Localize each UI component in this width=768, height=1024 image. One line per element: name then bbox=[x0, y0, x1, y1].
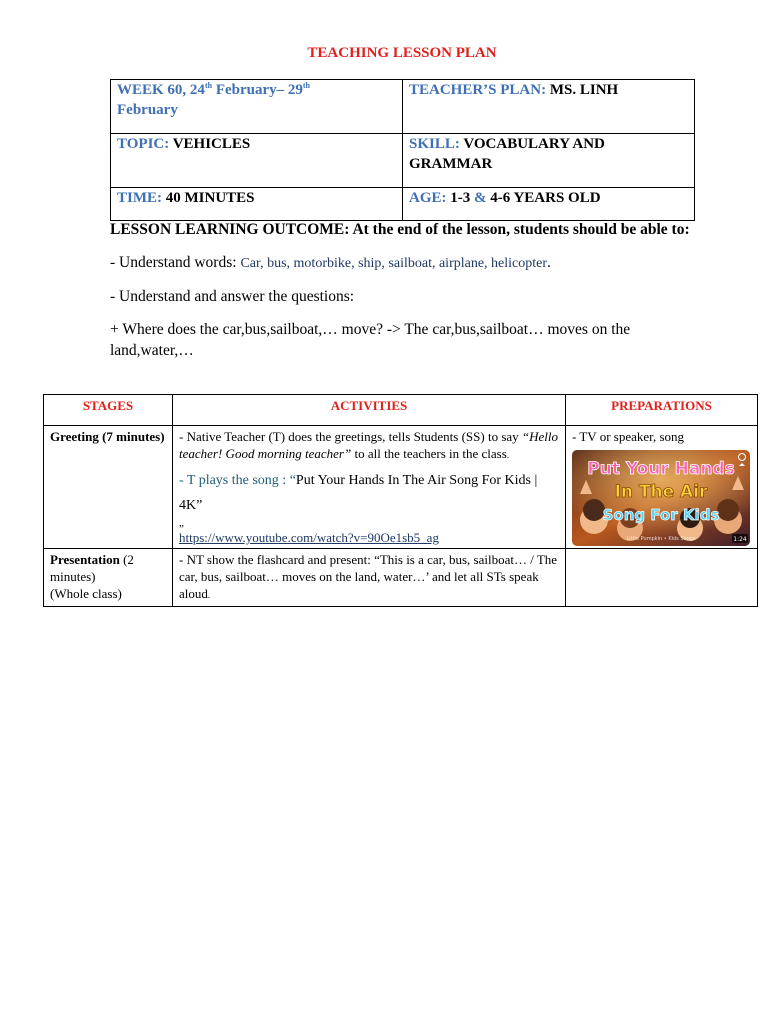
greeting-preparations bbox=[566, 426, 758, 549]
age-cell bbox=[403, 188, 695, 221]
thumbnail-text-line2: In The Air bbox=[614, 482, 708, 502]
greeting-stage: Greeting (7 minutes) bbox=[44, 426, 173, 549]
document-title: TEACHING LESSON PLAN bbox=[307, 45, 497, 61]
song-video-thumbnail[interactable] bbox=[572, 450, 750, 546]
song-quote-mark: „ bbox=[179, 517, 184, 529]
presentation-row bbox=[44, 549, 758, 607]
stages-header: STAGES bbox=[44, 395, 173, 426]
teacher-cell bbox=[403, 80, 695, 134]
greeting-quote: “Hello teacher! Good morning teacher” bbox=[179, 429, 559, 461]
plan-header-row bbox=[44, 395, 758, 426]
lesson-info-table bbox=[110, 79, 695, 221]
topic-cell bbox=[111, 134, 403, 188]
week-label: WEEK 60, 24th February– 29th February bbox=[117, 81, 311, 118]
topic-value: VEHICLES bbox=[172, 136, 251, 152]
lesson-plan-table bbox=[43, 394, 758, 607]
outcome-questions-line: - Understand and answer the questions: bbox=[110, 288, 355, 305]
thumbnail-text-line3: Song For Kids bbox=[602, 506, 720, 524]
age-value-1: 1-3 bbox=[450, 190, 471, 206]
preparations-header: PREPARATIONS bbox=[566, 395, 758, 426]
presentation-activities: - NT show the flashcard and present: “This is a car, bus, sailboat… / The car, bus, sailboat… moves on the land, water…’ and let all STs speak aloud. bbox=[173, 549, 566, 607]
presentation-stage: Presentation (2 minutes) (Whole class) bbox=[44, 549, 173, 607]
teacher-label: TEACHER’S PLAN: bbox=[409, 82, 547, 98]
song-instruction: - T plays the song : “Put Your Hands In The Air Song For Kids | 4K” bbox=[179, 473, 538, 513]
skill-value: VOCABULARY AND GRAMMAR bbox=[409, 136, 605, 172]
teacher-value: MS. LINH bbox=[549, 82, 619, 98]
thumbnail-text-line1: Put Your Hands bbox=[587, 459, 735, 479]
age-ampersand: & bbox=[474, 190, 487, 206]
presentation-group: (Whole class) bbox=[50, 586, 122, 601]
song-youtube-link[interactable]: https://www.youtube.com/watch?v=90Oe1sb5_ag bbox=[179, 530, 439, 545]
skill-cell bbox=[403, 134, 695, 188]
greeting-instruction: - Native Teacher (T) does the greetings, tells Students (SS) to say “Hello teacher! Good morning teacher” to all the teachers in the class. bbox=[179, 429, 559, 461]
outcome-heading: LESSON LEARNING OUTCOME: At the end of the lesson, students should be able to: bbox=[110, 221, 690, 238]
thumbnail-duration: 1:24 bbox=[733, 536, 747, 543]
vocabulary-list: Car, bus, motorbike, ship, sailboat, airplane, helicopter bbox=[240, 256, 548, 271]
activities-header: ACTIVITIES bbox=[173, 395, 566, 426]
greeting-activities bbox=[173, 426, 566, 549]
topic-label: TOPIC: bbox=[117, 136, 170, 152]
skill-label: SKILL: bbox=[409, 136, 460, 152]
time-value: 40 MINUTES bbox=[165, 190, 255, 206]
video-thumbnail-image bbox=[572, 450, 750, 546]
age-label: AGE: bbox=[409, 190, 447, 206]
outcome-example-line: + Where does the car,bus,sailboat,… move? -> The car,bus,sailboat… moves on the land,water,… bbox=[110, 321, 631, 359]
time-cell bbox=[111, 188, 403, 221]
time-label: TIME: bbox=[117, 190, 162, 206]
learning-outcome-section bbox=[110, 219, 690, 373]
greeting-row bbox=[44, 426, 758, 549]
presentation-preparations bbox=[566, 549, 758, 607]
week-cell bbox=[111, 80, 403, 134]
thumbnail-channel: Little Pumpkin • Kids Songs bbox=[626, 536, 696, 542]
song-title: Put Your Hands In The Air Song For Kids | 4K” bbox=[179, 473, 538, 513]
age-value-2: 4-6 YEARS OLD bbox=[490, 190, 601, 206]
outcome-words-line: - Understand words: Car, bus, motorbike, ship, sailboat, airplane, helicopter. bbox=[110, 254, 551, 271]
greeting-preparation-text: - TV or speaker, song bbox=[572, 429, 685, 444]
